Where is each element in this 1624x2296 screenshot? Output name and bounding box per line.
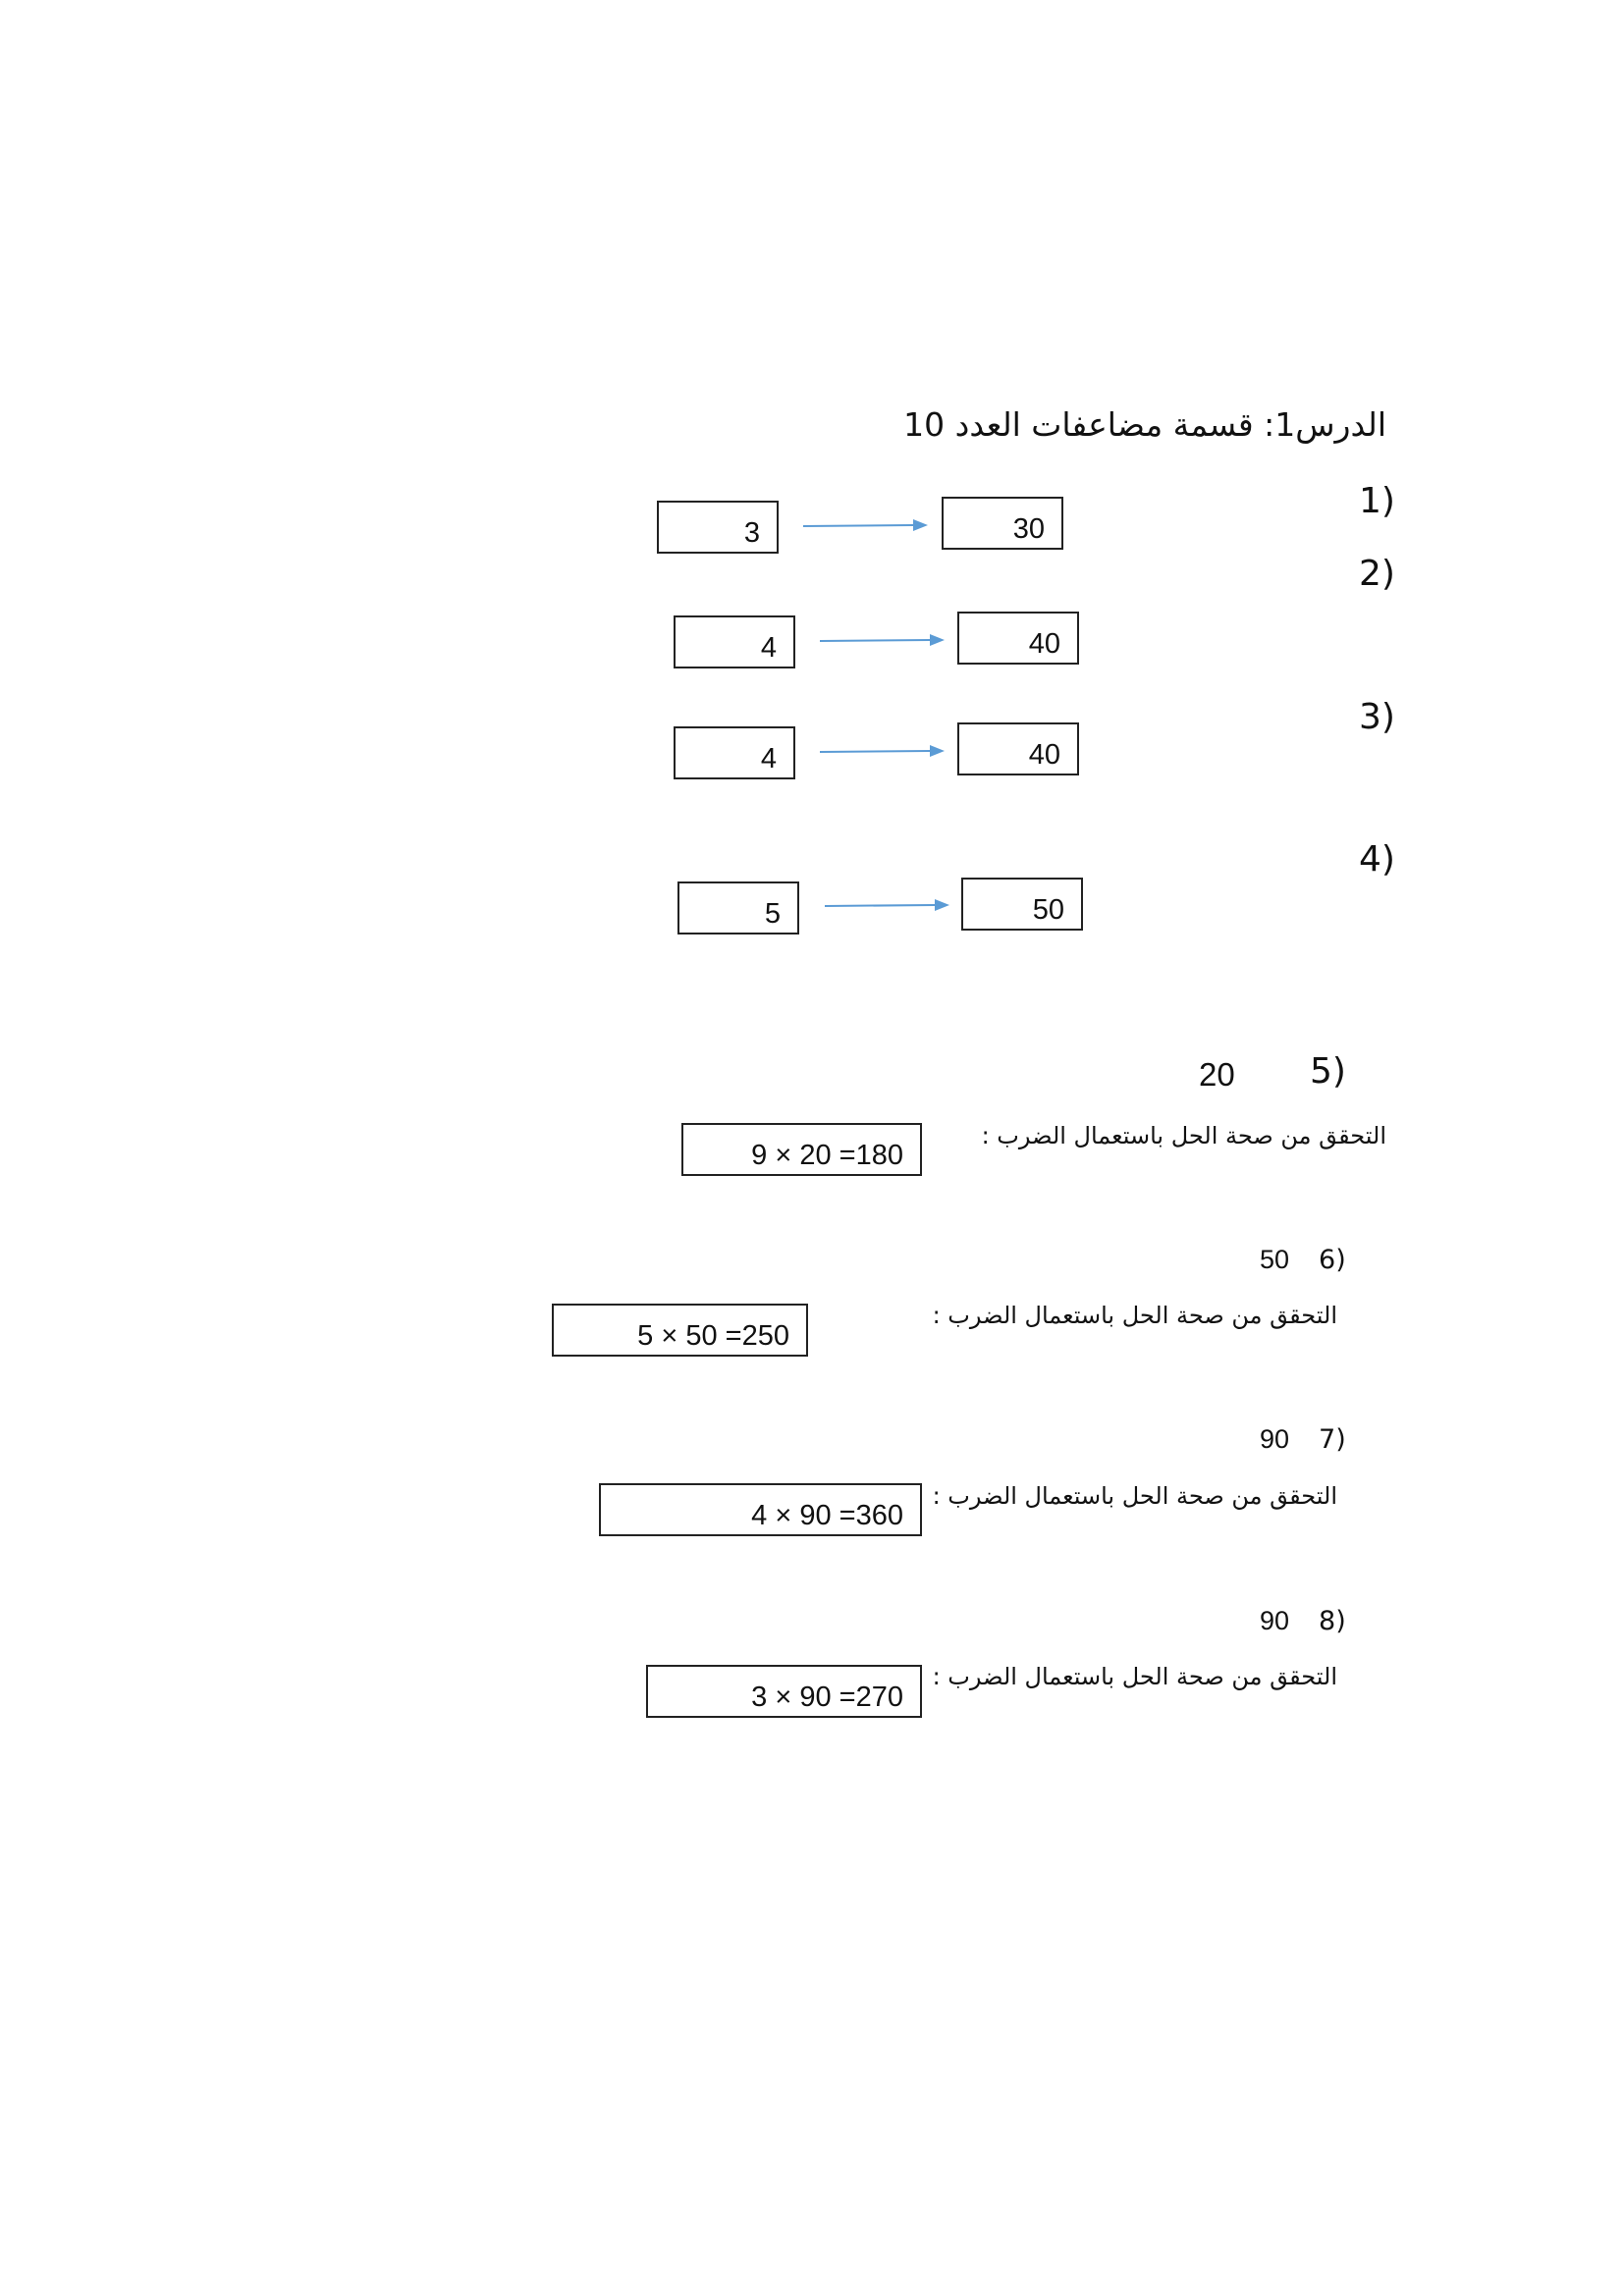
exercise-8-equation-box xyxy=(646,1665,922,1718)
exercise-7-number: (7 xyxy=(1319,1424,1346,1455)
exercise-3-dividend-box xyxy=(957,722,1079,775)
exercise-4-result-box xyxy=(677,881,799,934)
exercise-4-number: (4 xyxy=(1359,839,1395,880)
exercise-8-equation: 3 × 90 =270 xyxy=(751,1682,903,1713)
exercise-5-equation-box xyxy=(681,1123,922,1176)
exercise-6-answer: 50 xyxy=(1260,1245,1290,1274)
exercise-3-number: (3 xyxy=(1359,697,1395,737)
exercise-1-dividend-box xyxy=(942,497,1063,550)
exercise-5-answer: 20 xyxy=(1199,1056,1235,1093)
exercise-3-result: 4 xyxy=(760,743,777,774)
exercise-6-check-label: التحقق من صحة الحل باستعمال الضرب : xyxy=(932,1302,1337,1329)
exercise-6-equation-box xyxy=(552,1304,808,1357)
exercise-5-check-label: التحقق من صحة الحل باستعمال الضرب : xyxy=(981,1122,1386,1149)
exercise-8-check-label: التحقق من صحة الحل باستعمال الضرب : xyxy=(932,1663,1337,1690)
exercise-4-arrow xyxy=(825,896,952,916)
exercise-7-answer: 90 xyxy=(1260,1424,1290,1454)
exercise-7-equation: 4 × 90 =360 xyxy=(751,1500,903,1531)
exercise-3-arrow xyxy=(820,742,947,762)
exercise-2-result-box xyxy=(674,615,795,668)
exercise-4-result: 5 xyxy=(764,898,781,930)
exercise-2-dividend-box xyxy=(957,612,1079,665)
exercise-2-arrow xyxy=(820,631,947,651)
exercise-2-number: (2 xyxy=(1359,554,1395,594)
exercise-4-dividend: 50 xyxy=(1032,894,1064,926)
exercise-1-dividend: 30 xyxy=(1012,513,1045,545)
exercise-5-number: (5 xyxy=(1310,1051,1346,1092)
exercise-8-number: (8 xyxy=(1319,1606,1346,1636)
exercise-1-arrow xyxy=(803,516,931,536)
lesson-title: الدرس1: قسمة مضاعفات العدد 10 xyxy=(903,405,1386,444)
exercise-8-answer: 90 xyxy=(1260,1606,1290,1635)
exercise-7-equation-box xyxy=(599,1483,922,1536)
exercise-6-equation: 5 × 50 =250 xyxy=(637,1320,789,1352)
exercise-2-result: 4 xyxy=(760,632,777,664)
exercise-3-dividend: 40 xyxy=(1028,739,1060,771)
exercise-1-result-box xyxy=(657,501,779,554)
exercise-3-result-box xyxy=(674,726,795,779)
exercise-2-dividend: 40 xyxy=(1028,628,1060,660)
exercise-1-number: (1 xyxy=(1359,481,1395,521)
exercise-6-number: (6 xyxy=(1319,1245,1346,1275)
exercise-5-equation: 9 × 20 =180 xyxy=(751,1140,903,1171)
exercise-1-result: 3 xyxy=(743,517,760,549)
exercise-7-check-label: التحقق من صحة الحل باستعمال الضرب : xyxy=(932,1482,1337,1510)
exercise-4-dividend-box xyxy=(961,878,1083,931)
